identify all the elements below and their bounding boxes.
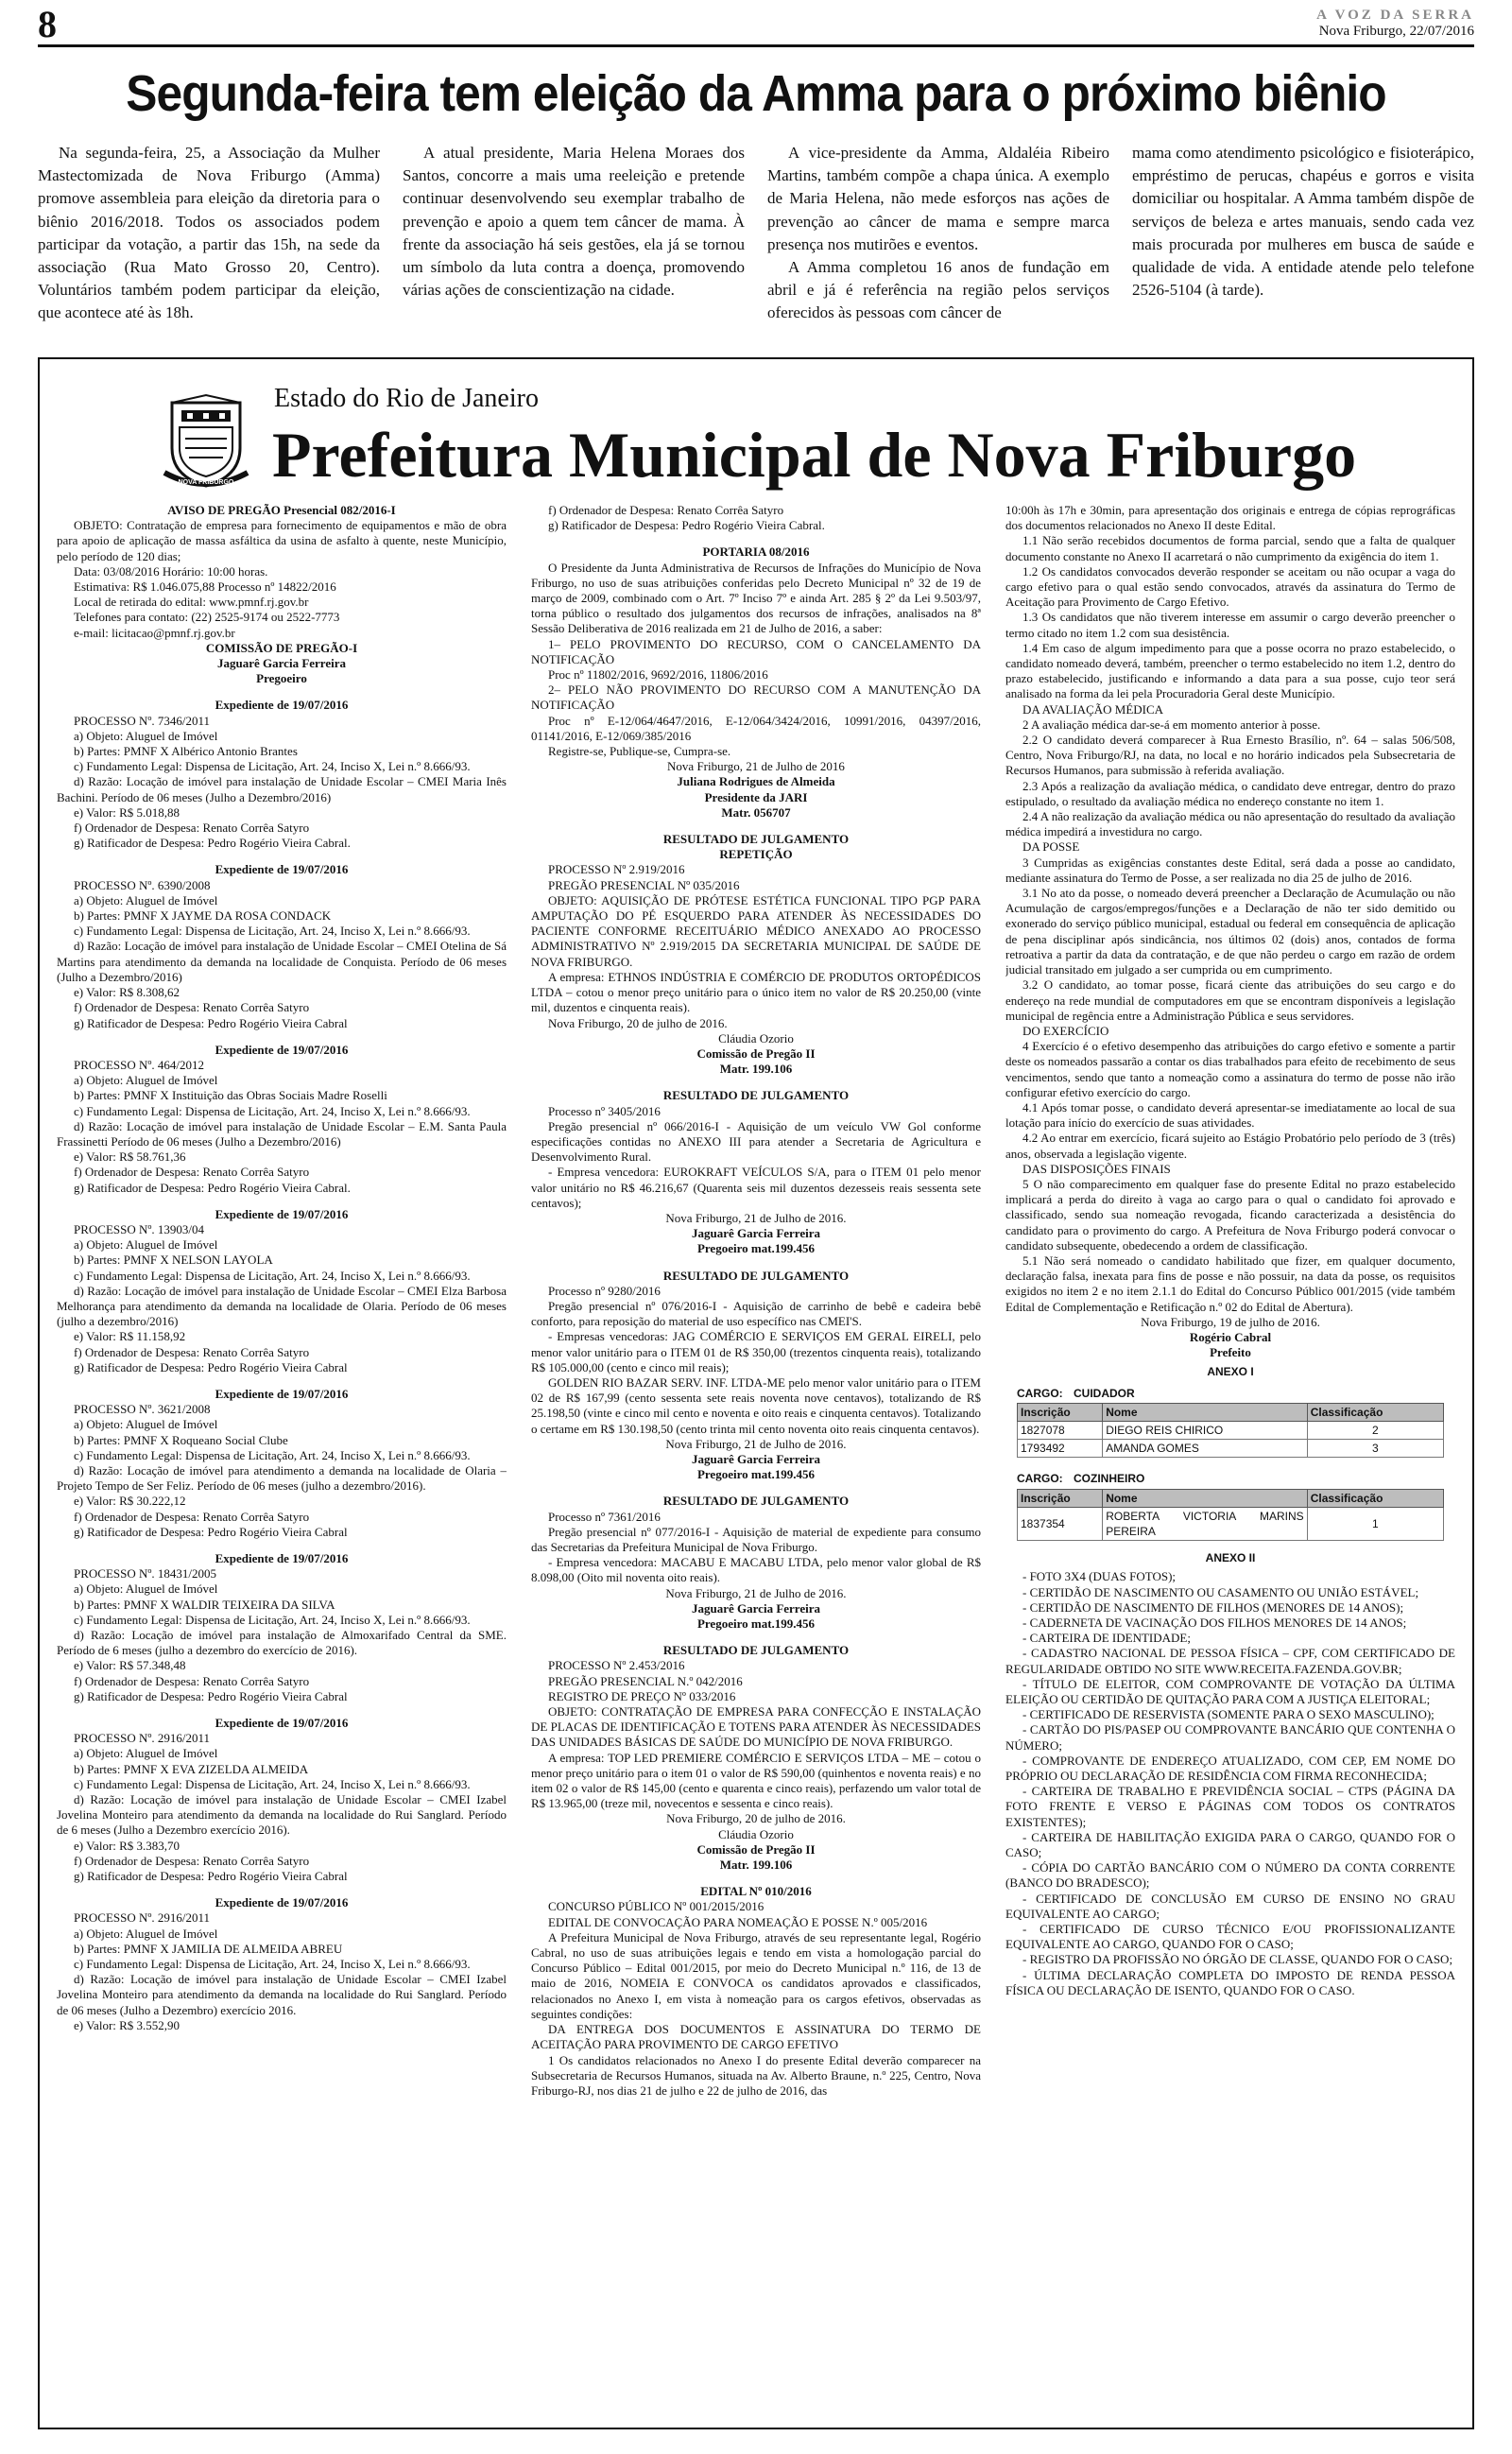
spacer bbox=[57, 1884, 507, 1895]
dateline: Nova Friburgo, 22/07/2016 bbox=[1318, 24, 1474, 39]
notice-line: 1.2 Os candidatos convocados deverão responder se aceitam ou não ocupar a vaga do cargo efetivo para o qual estão sendo convocados, através da assinatura do Termo de Aceitação para Provimento de Cargo Efetivo. bbox=[1005, 563, 1455, 610]
notice-line: a) Objeto: Aluguel de Imóvel bbox=[74, 1581, 218, 1597]
notice-line: - CERTIFICADO DE CONCLUSÃO EM CURSO DE ENSINO NO GRAU EQUIVALENTE AO CARGO; bbox=[1005, 1891, 1455, 1921]
notice-heading: RESULTADO DE JULGAMENTO bbox=[662, 832, 850, 847]
table-header-cell: Inscrição bbox=[1018, 1403, 1103, 1421]
notice-line: f) Ordenador de Despesa: Renato Corrêa Satyro bbox=[74, 1344, 310, 1359]
notice-line: d) Razão: Locação de imóvel para instalação de Unidade Escolar – CMEI Maria Inês Bachini. Período de 06 meses (Julho a Dezembro/2016) bbox=[57, 774, 507, 804]
official-notice-box bbox=[38, 357, 1474, 2429]
cargo-label: CARGO: bbox=[1017, 1472, 1063, 1486]
notice-line: 3 Cumpridas as exigências constantes deste Edital, será dada a posse ao candidato, mediante assinatura do Termo de Posse, a ser realizada no dia 25 de julho de 2016. bbox=[1005, 855, 1455, 885]
state-name: Estado do Rio de Janeiro bbox=[274, 384, 539, 413]
notice-line: g) Ratificador de Despesa: Pedro Rogério Vieira Cabral bbox=[74, 1015, 348, 1030]
notice-heading: Expediente de 19/07/2016 bbox=[215, 1716, 349, 1731]
table-cell: AMANDA GOMES bbox=[1103, 1440, 1308, 1458]
notice-line: - Empresas vencedoras: JAG COMÉRCIO E SERVIÇOS EM GERAL EIRELI, pelo menor valor unitário para o ITEM 01 de R$ 350,00 (trezentos cinquenta reais), totalizando R$ 105.000,00 (cento e cinco mil reais); bbox=[531, 1329, 981, 1374]
notice-line: 10:00h às 17h e 30min, para apresentação dos originais e entrega de cópias reprográficas dos documentos relacionados no Anexo II deste Edital. bbox=[1005, 503, 1455, 533]
notice-heading: Jaguarê Garcia Ferreira bbox=[692, 1226, 820, 1241]
notice-line: Proc nº E-12/064/4647/2016, E-12/064/3424/2016, 10991/2016, 04397/2016, 01141/2016, E-12/069/385/2016 bbox=[531, 713, 981, 743]
paper-name: A VOZ DA SERRA bbox=[1316, 8, 1474, 23]
notice-heading: Comissão de Pregão II bbox=[696, 1841, 816, 1857]
notice-line: a) Objeto: Aluguel de Imóvel bbox=[74, 892, 218, 907]
spacer bbox=[531, 533, 981, 544]
notice-line: 2.3 Após a realização da avaliação médica, o candidato deve entregar, dentro do prazo estipulado, o resultado da avaliação médica no endereço constante no item 1. bbox=[1005, 778, 1455, 808]
notice-line: 4 Exercício é o efetivo desempenho das atribuições do cargo efetivo e somente a partir deste os nomeados passarão a contar os dias trabalhados para efeito de recebimento de seus vencimentos, sendo que tanto a nomeação como a assinatura do termo de posse não irão configurar efetivo exercício do cargo. bbox=[1005, 1039, 1455, 1099]
prefecture-header bbox=[163, 382, 1391, 495]
notice-heading: Expediente de 19/07/2016 bbox=[215, 1206, 349, 1221]
notice-line: Telefones para contato: (22) 2525-9174 ou 2522-7773 bbox=[74, 610, 340, 625]
notice-line: - FOTO 3X4 (DUAS FOTOS); bbox=[1022, 1569, 1177, 1584]
notice-line: e) Valor: R$ 58.761,36 bbox=[74, 1149, 186, 1165]
notice-line: PREGÃO PRESENCIAL Nº 035/2016 bbox=[548, 877, 740, 892]
notice-heading: Prefeito bbox=[1210, 1345, 1251, 1360]
notice-line: g) Ratificador de Despesa: Pedro Rogério Vieira Cabral. bbox=[548, 518, 825, 533]
cargo-title bbox=[1017, 1471, 1444, 1486]
notice-line: 1 Os candidatos relacionados no Anexo I do presente Edital deverão comparecer na Subsecretaria de Recursos Humanos, situada na Av. Alberto Braune, n.º 225, Centro, Nova Friburgo-RJ, nos dias 21 de julho e 22 de julho de 2016, das bbox=[531, 2052, 981, 2098]
table-cell: 3 bbox=[1307, 1440, 1443, 1458]
notice-heading: Comissão de Pregão II bbox=[696, 1046, 816, 1061]
notice-line: 2– PELO NÃO PROVIMENTO DO RECURSO COM A MANUTENÇÃO DA NOTIFICAÇÃO bbox=[531, 683, 981, 713]
notice-column-2 bbox=[531, 503, 981, 2418]
notice-line: d) Razão: Locação de imóvel para instalação de Unidade Escolar – CMEI Elza Barbosa Melhorança para atendimento da demanda na localidade de Olaria. Período de 06 meses (julho a dezembro/2016) bbox=[57, 1283, 507, 1329]
notice-heading: Matr. 199.106 bbox=[719, 1858, 793, 1873]
cargo-label: CARGO: bbox=[1017, 1386, 1063, 1400]
notice-line: GOLDEN RIO BAZAR SERV. INF. LTDA-ME pelo menor valor unitário para o ITEM 02 de R$ 167,99 (cento sessenta sete reais noventa nove centavos), totalizando de R$ 25.198,50 (vinte e cinco mil cento e noventa e oito reais e cinquenta centavos). Totalizando o certame em R$ 130.198,50 (cento trinta mil cento noventa oito reais cinquenta centavos). bbox=[531, 1374, 981, 1436]
notice-line: - TÍTULO DE ELEITOR, COM COMPROVANTE DE VOTAÇÃO DA ÚLTIMA ELEIÇÃO OU CERTIDÃO DE QUITAÇÃO PARA COM A JUSTIÇA ELEITORAL; bbox=[1005, 1676, 1455, 1707]
notice-line: c) Fundamento Legal: Dispensa de Licitação, Art. 24, Inciso X, Lei n.º 8.666/93. bbox=[74, 924, 471, 939]
notice-line: 1.1 Não serão recebidos documentos de forma parcial, sendo que a falta de qualquer documento constante no Anexo II acarretará o não cumprimento da exigência do item 1. bbox=[1005, 533, 1455, 563]
notice-line: A empresa: ETHNOS INDÚSTRIA E COMÉRCIO DE PRODUTOS ORTOPÉDICOS LTDA – cotou o menor preço unitário para o único item no valor de R$ 20.250,00 (vinte mil, duzentos e cinquenta reais). bbox=[531, 969, 981, 1015]
notice-heading: EDITAL Nº 010/2016 bbox=[700, 1884, 812, 1899]
notice-line: - CADERNETA DE VACINAÇÃO DOS FILHOS MENORES DE 14 ANOS; bbox=[1022, 1616, 1407, 1631]
notice-line: g) Ratificador de Despesa: Pedro Rogério Vieira Cabral bbox=[74, 1524, 348, 1539]
notice-heading: AVISO DE PREGÃO Presencial 082/2016-I bbox=[167, 503, 396, 517]
notice-line: Processo nº 7361/2016 bbox=[548, 1509, 661, 1524]
notice-line: c) Fundamento Legal: Dispensa de Licitação, Art. 24, Inciso X, Lei n.º 8.666/93. bbox=[74, 1957, 471, 1972]
notice-column-1 bbox=[57, 503, 507, 2418]
table-cell: DIEGO REIS CHIRICO bbox=[1103, 1421, 1308, 1439]
cargo-name: COZINHEIRO bbox=[1074, 1472, 1145, 1486]
table-header-cell: Classificação bbox=[1307, 1489, 1443, 1507]
notice-line: b) Partes: PMNF X JAMILIA DE ALMEIDA ABREU bbox=[74, 1941, 343, 1956]
notice-heading: Jaguarê Garcia Ferreira bbox=[692, 1600, 820, 1616]
table-cell: 2 bbox=[1307, 1421, 1443, 1439]
notice-line: b) Partes: PMNF X WALDIR TEIXEIRA DA SILVA bbox=[74, 1597, 335, 1612]
cargo-title bbox=[1017, 1386, 1444, 1401]
notice-heading: REPETIÇÃO bbox=[719, 847, 793, 862]
notice-line: A empresa: TOP LED PREMIERE COMÉRCIO E SERVIÇOS LTDA – ME – cotou o menor preço unitário para o item 01 o valor de R$ 590,00 (quinhentos e noventa reais) e no item 02 o valor de R$ 145,00 (cento e quarenta e cinco reais), perfazendo um valor total de R$ 13.965,00 (treze mil, novecentos e sessenta e cinco reais). bbox=[531, 1750, 981, 1811]
table-cell: 1793492 bbox=[1018, 1440, 1103, 1458]
notice-line: 2 A avaliação médica dar-se-á em momento anterior à posse. bbox=[1022, 717, 1321, 732]
notice-line: 2.4 A não realização da avaliação médica ou não apresentação do resultado da avaliação médica impedirá a investidura no cargo. bbox=[1005, 809, 1455, 839]
notice-line: c) Fundamento Legal: Dispensa de Licitação, Art. 24, Inciso X, Lei n.º 8.666/93. bbox=[74, 1447, 471, 1462]
notice-line: - CARTEIRA DE HABILITAÇÃO EXIGIDA PARA O CARGO, QUANDO FOR O CASO; bbox=[1005, 1829, 1455, 1860]
article-column bbox=[1132, 142, 1474, 331]
headline: Segunda-feira tem eleição da Amma para o próximo biênio bbox=[126, 65, 1386, 122]
table-cell: ROBERTA VICTORIA MARINS PEREIRA bbox=[1103, 1507, 1308, 1540]
notice-line: g) Ratificador de Despesa: Pedro Rogério Vieira Cabral bbox=[74, 1688, 348, 1703]
notice-heading: Jaguarê Garcia Ferreira bbox=[692, 1451, 820, 1466]
notice-line: b) Partes: PMNF X Roqueano Social Clube bbox=[74, 1432, 288, 1447]
notice-line: f) Ordenador de Despesa: Renato Corrêa Satyro bbox=[74, 1673, 310, 1688]
notice-line: PROCESSO Nº. 3621/2008 bbox=[74, 1402, 211, 1417]
notice-line: b) Partes: PMNF X Instituição das Obras Sociais Madre Roselli bbox=[74, 1088, 387, 1103]
spacer bbox=[57, 686, 507, 698]
notice-line: - CARTÃO DO PIS/PASEP OU COMPROVANTE BANCÁRIO QUE CONTENHA O NÚMERO; bbox=[1005, 1722, 1455, 1753]
notice-line: c) Fundamento Legal: Dispensa de Licitação, Art. 24, Inciso X, Lei n.º 8.666/93. bbox=[74, 759, 471, 774]
notice-line: PROCESSO Nº. 7346/2011 bbox=[74, 713, 211, 728]
spacer bbox=[57, 1375, 507, 1387]
notice-line: Data: 03/08/2016 Horário: 10:00 horas. bbox=[74, 563, 268, 579]
notice-heading: Expediente de 19/07/2016 bbox=[215, 1895, 349, 1910]
notice-line: PROCESSO Nº. 2916/2011 bbox=[74, 1910, 211, 1926]
crest-text: NOVA FRIBURGO bbox=[178, 479, 234, 486]
notice-line: e) Valor: R$ 11.158,92 bbox=[74, 1329, 186, 1344]
notice-line: d) Razão: Locação de imóvel para instalação de Unidade Escolar – E.M. Santa Paula Frassinetti Período de 06 meses (Julho a Dezembro/2016) bbox=[57, 1118, 507, 1149]
article-paragraph: A atual presidente, Maria Helena Moraes dos Santos, concorre a mais uma reeleição e pretende continuar desenvolvendo seu exemplar trabalho de prevenção e apoio a quem tem câncer de mama. À frente da associação há seis gestões, ela já se tornou um símbolo da luta contra a doença, promovendo várias ações de conscientização na cidade. bbox=[403, 144, 745, 300]
notice-line: a) Objeto: Aluguel de Imóvel bbox=[74, 1746, 218, 1761]
article-paragraph: Na segunda-feira, 25, a Associação da Mulher Mastectomizada de Nova Friburgo (Amma) promove assembleia para eleição da diretoria para o biênio 2016/2018. Todos os associados podem participar da votação, a partir das 15h, na sede da associação (Rua Mato Grosso 20, Centro). Voluntários também podem participar da eleição, que acontece até às 18h. bbox=[38, 144, 380, 322]
notice-line: 3.1 No ato da posse, o nomeado deverá preencher a Declaração de Acumulação ou não Acumulação de cargos/empregos/funções e a Declaração de não ter sido demitido ou exonerado do serviço público municipal, estadual ou federal em consequência de aplicação de pena disciplinar após sindicância, nos últimos 02 (dois) anos, contados de forma retroativa a partir da data da contratação, e de que não perdeu o cargo em razão de ordem judicial transitado em julgado a ser cumprida ou em cumprimento. bbox=[1005, 886, 1455, 977]
spacer bbox=[531, 1632, 981, 1643]
notice-line: 1.3 Os candidatos que não tiverem interesse em assumir o cargo deverão preencher o termo citado no item 1.2 com sua desistência. bbox=[1005, 610, 1455, 640]
notice-line: 1.4 Em caso de algum impedimento para que a posse ocorra no prazo estabelecido, o candidato nomeado deverá, também, preencher o termo estabelecido no item 1.2, dentro do prazo estabelecido, justificando e informando a data para a sua posse, cujo teor será analisado na forma da lei pela Procuradoria Geral deste Município. bbox=[1005, 640, 1455, 701]
notice-line: 5 O não comparecimento em qualquer fase do presente Edital no prazo estabelecido implicará a perda do direito à vaga ao cargo para o qual o candidato foi aprovado e classificado, sendo sua nomeação revogada, ficando caracterizada a desistência do candidato para o provimento do cargo. A Prefeitura de Nova Friburgo poderá convocar o candidato subsequente, obedecendo a ordem de classificação. bbox=[1005, 1176, 1455, 1253]
article-paragraph: A Amma completou 16 anos de fundação em abril e já é referência na região pelos serviços oferecidos às pessoas com câncer de bbox=[767, 258, 1109, 322]
notice-line: e) Valor: R$ 57.348,48 bbox=[74, 1658, 186, 1673]
notice-line: DA ENTREGA DOS DOCUMENTOS E ASSINATURA DO TERMO DE ACEITAÇÃO PARA PROVIMENTO DE CARGO EFETIVO bbox=[531, 2022, 981, 2052]
notice-line: Nova Friburgo, 21 de Julho de 2016. bbox=[665, 1210, 847, 1225]
notice-heading: Expediente de 19/07/2016 bbox=[215, 698, 349, 713]
notice-line: e) Valor: R$ 3.552,90 bbox=[74, 2017, 180, 2032]
article-column bbox=[767, 142, 1109, 331]
notice-line: d) Razão: Locação de imóvel para instalação de Almoxarifado Central da SME. Período de 6 meses (julho a dezembro do exercício de 2016). bbox=[57, 1628, 507, 1658]
notice-line: PROCESSO Nº. 2916/2011 bbox=[74, 1731, 211, 1746]
notice-line: PROCESSO Nº. 13903/04 bbox=[74, 1221, 205, 1236]
spacer bbox=[57, 1704, 507, 1716]
notice-heading: Pregoeiro mat.199.456 bbox=[696, 1616, 816, 1632]
notice-line: Nova Friburgo, 21 de Julho de 2016 bbox=[667, 759, 845, 774]
table-cell: 1 bbox=[1307, 1507, 1443, 1540]
notice-heading: COMISSÃO DE PREGÃO-I bbox=[205, 640, 358, 655]
notice-line: Pregão presencial nº 077/2016-I - Aquisição de material de expediente para consumo das Secretarias da Prefeitura Municipal de Nova Friburgo. bbox=[531, 1524, 981, 1554]
notice-line: Nova Friburgo, 19 de julho de 2016. bbox=[1141, 1314, 1320, 1329]
notice-line: PROCESSO Nº. 6390/2008 bbox=[74, 877, 211, 892]
prefecture-name: Prefeitura Municipal de Nova Friburgo bbox=[272, 419, 1357, 491]
table-row bbox=[1018, 1507, 1444, 1540]
notice-heading: Expediente de 19/07/2016 bbox=[215, 1386, 349, 1401]
notice-line: O Presidente da Junta Administrativa de Recursos de Infrações do Município de Nova Friburgo, no uso de suas atribuições conferidas pelo Decreto Municipal nº 32 de 19 de março de 2009, combinado com o Art. 7º Inciso 7º e ainda Art. 285 § 2º da Lei 9.503/97, torna público o resultado dos julgamentos dos recursos de infrações, analisados na 8ª Sessão Deliberativa de 2016 realizada em 21 de Julho de 2016, a saber: bbox=[531, 560, 981, 636]
notice-line: a) Objeto: Aluguel de Imóvel bbox=[74, 1237, 218, 1253]
notice-line: Nova Friburgo, 20 de julho de 2016. bbox=[548, 1015, 728, 1030]
cargo-name: CUIDADOR bbox=[1074, 1386, 1135, 1400]
notice-line: - Empresa vencedora: MACABU E MACABU LTDA, pelo menor valor global de R$ 8.098,00 (Oito mil noventa oito reais). bbox=[531, 1555, 981, 1585]
notice-line: Processo nº 9280/2016 bbox=[548, 1283, 661, 1298]
candidates-table bbox=[1017, 1489, 1444, 1542]
notice-line: - CERTIFICADO DE RESERVISTA (SOMENTE PARA O SEXO MASCULINO); bbox=[1022, 1707, 1435, 1722]
notice-line: g) Ratificador de Despesa: Pedro Rogério Vieira Cabral bbox=[74, 1869, 348, 1884]
notice-line: - REGISTRO DA PROFISSÃO NO ÓRGÃO DE CLASSE, QUANDO FOR O CASO; bbox=[1022, 1952, 1453, 1967]
notice-line: b) Partes: PMNF X NELSON LAYOLA bbox=[74, 1253, 273, 1268]
notice-line: f) Ordenador de Despesa: Renato Corrêa Satyro bbox=[548, 503, 784, 517]
notice-line: 5.1 Não será nomeado o candidato habilitado que fizer, em qualquer documento, declaração falsa, inexata para fins de posse e não possuir, na data da posse, os requisitos exigidos no item 2 e no item 2.1.1 do Edital do Concurso Público 001/2015 (vide também Edital de Complementação e Retificação n.º 02 do Edital de Abertura). bbox=[1005, 1253, 1455, 1314]
notice-line: f) Ordenador de Despesa: Renato Corrêa Satyro bbox=[74, 821, 310, 836]
notice-line: Pregão presencial nº 066/2016-I - Aquisição de um veículo VW Gol conforme especificações contidas no ANEXO III para atender a Secretaria de Agricultura e Desenvolvimento Rural. bbox=[531, 1118, 981, 1165]
notice-line: DO EXERCÍCIO bbox=[1022, 1023, 1109, 1038]
notice-line: Registre-se, Publique-se, Cumpra-se. bbox=[548, 744, 731, 759]
notice-line: - CADASTRO NACIONAL DE PESSOA FÍSICA – CPF, COM CERTIFICADO DE REGULARIDADE OBTIDO NO SITE WWW.RECEITA.FAZENDA.GOV.BR; bbox=[1005, 1646, 1455, 1676]
notice-line: CONCURSO PÚBLICO Nº 001/2015/2016 bbox=[548, 1899, 765, 1914]
notice-line: a) Objeto: Aluguel de Imóvel bbox=[74, 728, 218, 743]
table-header-cell: Nome bbox=[1103, 1489, 1308, 1507]
notice-line: - CERTIDÃO DE NASCIMENTO DE FILHOS (MENORES DE 14 ANOS); bbox=[1022, 1599, 1404, 1615]
notice-line: f) Ordenador de Despesa: Renato Corrêa Satyro bbox=[74, 1000, 310, 1015]
spacer bbox=[531, 1873, 981, 1884]
notice-line: Nova Friburgo, 20 de julho de 2016. bbox=[666, 1811, 846, 1826]
notice-line: e) Valor: R$ 30.222,12 bbox=[74, 1494, 186, 1509]
notice-heading: Pregoeiro mat.199.456 bbox=[696, 1467, 816, 1482]
notice-heading: RESULTADO DE JULGAMENTO bbox=[662, 1494, 850, 1509]
notice-line: - CARTEIRA DE TRABALHO E PREVIDÊNCIA SOCIAL – CTPS (PÁGINA DA FOTO FRENTE E VERSO E PÁGINAS COM TODOS OS CONTRATOS EXISTENTES); bbox=[1005, 1784, 1455, 1829]
notice-line: Estimativa: R$ 1.046.075,88 Processo nº 14822/2016 bbox=[74, 579, 336, 595]
notice-line: a) Objeto: Aluguel de Imóvel bbox=[74, 1073, 218, 1088]
anexo-i-label: ANEXO I bbox=[1207, 1365, 1254, 1379]
notice-heading: RESULTADO DE JULGAMENTO bbox=[662, 1643, 850, 1658]
spacer bbox=[531, 821, 981, 832]
notice-heading: PORTARIA 08/2016 bbox=[702, 544, 810, 560]
notice-line: d) Razão: Locação de imóvel para instalação de Unidade Escolar – CMEI Otelina de Sá Martins para atendimento da demanda na localidade de Conquista. Período de 06 meses (Julho a Dezembro/2016) bbox=[57, 939, 507, 984]
table-row bbox=[1018, 1440, 1444, 1458]
notice-line: - Empresa vencedora: EUROKRAFT VEÍCULOS S/A, para o ITEM 01 pelo menor valor unitário no R$ 46.216,67 (Quarenta seis mil duzentos dezesseis reais sessenta sete centavos); bbox=[531, 1165, 981, 1210]
spacer bbox=[57, 1196, 507, 1207]
notice-line: Cláudia Ozorio bbox=[718, 1826, 794, 1841]
notice-heading: Pregoeiro mat.199.456 bbox=[696, 1241, 816, 1256]
notice-line: PROCESSO Nº. 464/2012 bbox=[74, 1057, 205, 1072]
notice-line: c) Fundamento Legal: Dispensa de Licitação, Art. 24, Inciso X, Lei n.º 8.666/93. bbox=[74, 1268, 471, 1283]
header-masthead bbox=[1316, 8, 1474, 40]
notice-heading: RESULTADO DE JULGAMENTO bbox=[662, 1268, 850, 1283]
notice-line: DAS DISPOSIÇÕES FINAIS bbox=[1022, 1161, 1171, 1176]
notice-heading: Expediente de 19/07/2016 bbox=[215, 1042, 349, 1057]
notice-line: REGISTRO DE PREÇO Nº 033/2016 bbox=[548, 1688, 736, 1703]
notice-line: - CÓPIA DO CARTÃO BANCÁRIO COM O NÚMERO DA CONTA CORRENTE (BANCO DO BRADESCO); bbox=[1005, 1860, 1455, 1891]
notice-line: g) Ratificador de Despesa: Pedro Rogério Vieira Cabral bbox=[74, 1359, 348, 1374]
notice-line: 4.2 Ao entrar em exercício, ficará sujeito ao Estágio Probatório pelo período de 3 (três) anos, observada a legislação vigente. bbox=[1005, 1131, 1455, 1161]
notice-heading: Juliana Rodrigues de Almeida bbox=[677, 774, 835, 789]
anexo-ii-document-list bbox=[1005, 1569, 1455, 1998]
notice-line: PREGÃO PRESENCIAL N.º 042/2016 bbox=[548, 1673, 743, 1688]
notice-line: a) Objeto: Aluguel de Imóvel bbox=[74, 1926, 218, 1941]
article-body bbox=[38, 142, 1474, 331]
notice-heading: Expediente de 19/07/2016 bbox=[215, 862, 349, 877]
notice-line: b) Partes: PMNF X JAYME DA ROSA CONDACK bbox=[74, 908, 332, 924]
edital-continuation bbox=[1005, 503, 1455, 1360]
notice-line: e) Valor: R$ 5.018,88 bbox=[74, 804, 180, 820]
notice-line: b) Partes: PMNF X EVA ZIZELDA ALMEIDA bbox=[74, 1761, 309, 1776]
notice-line: 1– PELO PROVIMENTO DO RECURSO, COM O CANCELAMENTO DA NOTIFICAÇÃO bbox=[531, 636, 981, 666]
notice-heading: Matr. 199.106 bbox=[719, 1062, 793, 1077]
notice-line: e-mail: licitacao@pmnf.rj.gov.br bbox=[74, 625, 235, 640]
notice-line: OBJETO: Contratação de empresa para fornecimento de equipamentos e mão de obra para apoio de aplicação de massa asfáltica da usina de asfalto à quente, neste Município, pelo período de 120 dias; bbox=[57, 518, 507, 563]
notice-line: c) Fundamento Legal: Dispensa de Licitação, Art. 24, Inciso X, Lei n.º 8.666/93. bbox=[74, 1776, 471, 1791]
notice-line: b) Partes: PMNF X Albérico Antonio Brantes bbox=[74, 744, 298, 759]
spacer bbox=[57, 1540, 507, 1551]
notice-line: 4.1 Após tomar posse, o candidato deverá apresentar-se imediatamente ao local de sua lotação para início do exercício de suas atividades. bbox=[1005, 1099, 1455, 1131]
notice-line: OBJETO: CONTRATAÇÃO DE EMPRESA PARA CONFECÇÃO E INSTALAÇÃO DE PLACAS DE IDENTIFICAÇÃO E TOTENS PARA ATENDER ÀS NECESSIDADES DAS UNIDADES BÁSICAS DE SAÚDE DO MUNICÍPIO DE NOVA FRIBURGO. bbox=[531, 1704, 981, 1750]
notice-line: d) Razão: Locação de imóvel para instalação de Unidade Escolar – CMEI Izabel Jovelina Monteiro para atendimento da demanda na localidade do Rui Sanglard. Período de 06 meses (Julho a Dezembro) exercício 2016. bbox=[57, 1972, 507, 2017]
notice-line: DA AVALIAÇÃO MÉDICA bbox=[1022, 701, 1164, 717]
notice-line: Proc nº 11802/2016, 9692/2016, 11806/2016 bbox=[548, 667, 768, 683]
table-header-cell: Classificação bbox=[1307, 1403, 1443, 1421]
notice-line: PROCESSO Nº 2.919/2016 bbox=[548, 862, 685, 877]
spacer bbox=[57, 1031, 507, 1043]
notice-heading: Expediente de 19/07/2016 bbox=[215, 1551, 349, 1565]
notice-line: OBJETO: AQUISIÇÃO DE PRÓTESE ESTÉTICA FUNCIONAL TIPO PGP PARA AMPUTAÇÃO DO PÉ ESQUERDO PARA ATENDER ÀS NECESSIDADES DO PACIENTE CONFORME RECEITUÁRIO MÉDICO ANEXADO AO PROCESSO ADMINISTRATIVO Nº 2.919/2015 DA SECRETARIA MUNICIPAL DE SAÚDE DE NOVA FRIBURGO. bbox=[531, 892, 981, 969]
anexo-ii-label: ANEXO II bbox=[1205, 1551, 1256, 1565]
notice-heading: RESULTADO DE JULGAMENTO bbox=[662, 1088, 850, 1103]
notice-heading: Rogério Cabral bbox=[1189, 1329, 1272, 1344]
notice-line: - CERTIFICADO DE CURSO TÉCNICO E/OU PROFISSIONALIZANTE EQUIVALENTE AO CARGO, QUANDO FOR O CASO; bbox=[1005, 1922, 1455, 1952]
notice-line: - COMPROVANTE DE ENDEREÇO ATUALIZADO, COM CEP, EM NOME DO PRÓPRIO OU DECLARAÇÃO DE RESIDÊNCIA COM FIRMA RECONHECIDA; bbox=[1005, 1753, 1455, 1784]
notice-line: - ÚLTIMA DECLARAÇÃO COMPLETA DO IMPOSTO DE RENDA PESSOA FÍSICA OU DECLARAÇÃO DE ISENTO, QUANDO FOR O CASO. bbox=[1005, 1967, 1455, 1997]
notice-line: Processo nº 3405/2016 bbox=[548, 1103, 661, 1118]
notice-line: e) Valor: R$ 8.308,62 bbox=[74, 985, 180, 1000]
notice-line: d) Razão: Locação de imóvel para instalação de Unidade Escolar – CMEI Izabel Jovelina Monteiro para atendimento da demanda na localidade do Rui Sanglard. Período de 6 meses (Julho a Dezembro exercício 2016). bbox=[57, 1792, 507, 1838]
page-header bbox=[38, 3, 1474, 47]
notice-line: Pregão presencial nº 076/2016-I - Aquisição de carrinho de bebê e cadeira bebê conforto, para reposição do material de uso específico nas CMEI'S. bbox=[531, 1298, 981, 1329]
candidates-table bbox=[1017, 1403, 1444, 1459]
notice-line: c) Fundamento Legal: Dispensa de Licitação, Art. 24, Inciso X, Lei n.º 8.666/93. bbox=[74, 1103, 471, 1118]
notice-line: PROCESSO Nº. 18431/2005 bbox=[74, 1566, 217, 1581]
spacer bbox=[531, 1077, 981, 1088]
spacer bbox=[57, 851, 507, 862]
notice-line: - CARTEIRA DE IDENTIDADE; bbox=[1022, 1631, 1191, 1646]
notice-line: f) Ordenador de Despesa: Renato Corrêa Satyro bbox=[74, 1165, 310, 1180]
article-paragraph: A vice-presidente da Amma, Aldaléia Ribeiro Martins, também compõe a chapa única. A exemplo de Maria Helena, não mede esforços nas ações de prevenção ao câncer de mama e sempre marca presença nos mutirões e eventos. bbox=[767, 144, 1109, 253]
notice-line: DA POSSE bbox=[1022, 839, 1080, 855]
page-number: 8 bbox=[38, 3, 57, 45]
table-cell: 1837354 bbox=[1018, 1507, 1103, 1540]
notice-heading: Jaguarê Garcia Ferreira bbox=[217, 656, 346, 671]
coat-of-arms-icon bbox=[163, 389, 249, 490]
notice-line: A Prefeitura Municipal de Nova Friburgo, através de seu representante legal, Rogério Cabral, no uso de suas atribuições legais e tendo em vista a homologação parcial do Concurso Público – Edital 001/2015, por meio do Decreto Municipal n.º 116, de 13 de maio de 2016, NOMEIA E CONVOCA os candidatos aprovados e classificados, relacionados no Anexo I, em vista à nomeação para os cargos efetivos, observadas as seguintes condições: bbox=[531, 1929, 981, 2021]
article-column bbox=[38, 142, 380, 331]
table-row bbox=[1018, 1421, 1444, 1439]
anexo-i-tables bbox=[1005, 1386, 1455, 1542]
notice-line: 2.2 O candidato deverá comparecer à Rua Ernesto Brasílio, nº. 64 – salas 506/508, Centro, Nova Friburgo/RJ, na data, no local e no horário indicados pela Subsecretaria de Recursos Humanos, para submissão à referida avaliação. bbox=[1005, 733, 1455, 778]
notice-line: 3.2 O candidato, ao tomar posse, ficará ciente das atribuições do seu cargo e do endereço na rede mundial de computadores em que se encontram disponíveis a legislação municipal de regência entre a Administração Pública e seus servidores. bbox=[1005, 977, 1455, 1023]
article-column bbox=[403, 142, 745, 331]
notice-line: a) Objeto: Aluguel de Imóvel bbox=[74, 1417, 218, 1432]
notice-line: g) Ratificador de Despesa: Pedro Rogério Vieira Cabral. bbox=[74, 836, 351, 851]
notice-line: EDITAL DE CONVOCAÇÃO PARA NOMEAÇÃO E POSSE N.º 005/2016 bbox=[548, 1914, 928, 1929]
cargo-block bbox=[1017, 1471, 1444, 1541]
notice-line: e) Valor: R$ 3.383,70 bbox=[74, 1838, 180, 1853]
notice-heading: Matr. 056707 bbox=[721, 804, 791, 820]
notice-line: PROCESSO Nº 2.453/2016 bbox=[548, 1658, 685, 1673]
notice-line: - CERTIDÃO DE NASCIMENTO OU CASAMENTO OU UNIÃO ESTÁVEL; bbox=[1022, 1584, 1419, 1599]
notice-line: f) Ordenador de Despesa: Renato Corrêa Satyro bbox=[74, 1853, 310, 1868]
notice-line: d) Razão: Locação de imóvel para atendimento a demanda na localidade de Olaria – Projeto Tempo de Ser Feliz. Período de 06 meses (julho a dezembro/2016). bbox=[57, 1462, 507, 1494]
notice-columns bbox=[57, 503, 1455, 2418]
cargo-block bbox=[1017, 1386, 1444, 1459]
table-cell: 1827078 bbox=[1018, 1421, 1103, 1439]
notice-line: f) Ordenador de Despesa: Renato Corrêa Satyro bbox=[74, 1509, 310, 1524]
notice-heading: Pregoeiro bbox=[256, 671, 307, 686]
article-paragraph: mama como atendimento psicológico e fisioterápico, empréstimo de perucas, chapéus e gorros e visita domiciliar ou hospitalar. A Amma também dispõe de serviços de beleza e artes manuais, sendo cada vez mais procurada por mulheres em busca de saúde e qualidade de vida. A entidade atende pelo telefone 2526-5104 (à tarde). bbox=[1132, 144, 1474, 300]
table-header-cell: Inscrição bbox=[1018, 1489, 1103, 1507]
notice-line: Nova Friburgo, 21 de Julho de 2016. bbox=[665, 1585, 847, 1600]
notice-line: Nova Friburgo, 21 de Julho de 2016. bbox=[665, 1436, 847, 1451]
spacer bbox=[531, 1257, 981, 1269]
notice-line: Local de retirada do edital: www.pmnf.rj.gov.br bbox=[74, 595, 309, 610]
notice-column-3 bbox=[1005, 503, 1455, 2418]
spacer bbox=[531, 1482, 981, 1494]
notice-line: c) Fundamento Legal: Dispensa de Licitação, Art. 24, Inciso X, Lei n.º 8.666/93. bbox=[74, 1612, 471, 1627]
notice-line: g) Ratificador de Despesa: Pedro Rogério Vieira Cabral. bbox=[74, 1180, 351, 1195]
notice-line: Cláudia Ozorio bbox=[718, 1030, 794, 1046]
notice-heading: Presidente da JARI bbox=[704, 789, 808, 804]
table-header-cell: Nome bbox=[1103, 1403, 1308, 1421]
